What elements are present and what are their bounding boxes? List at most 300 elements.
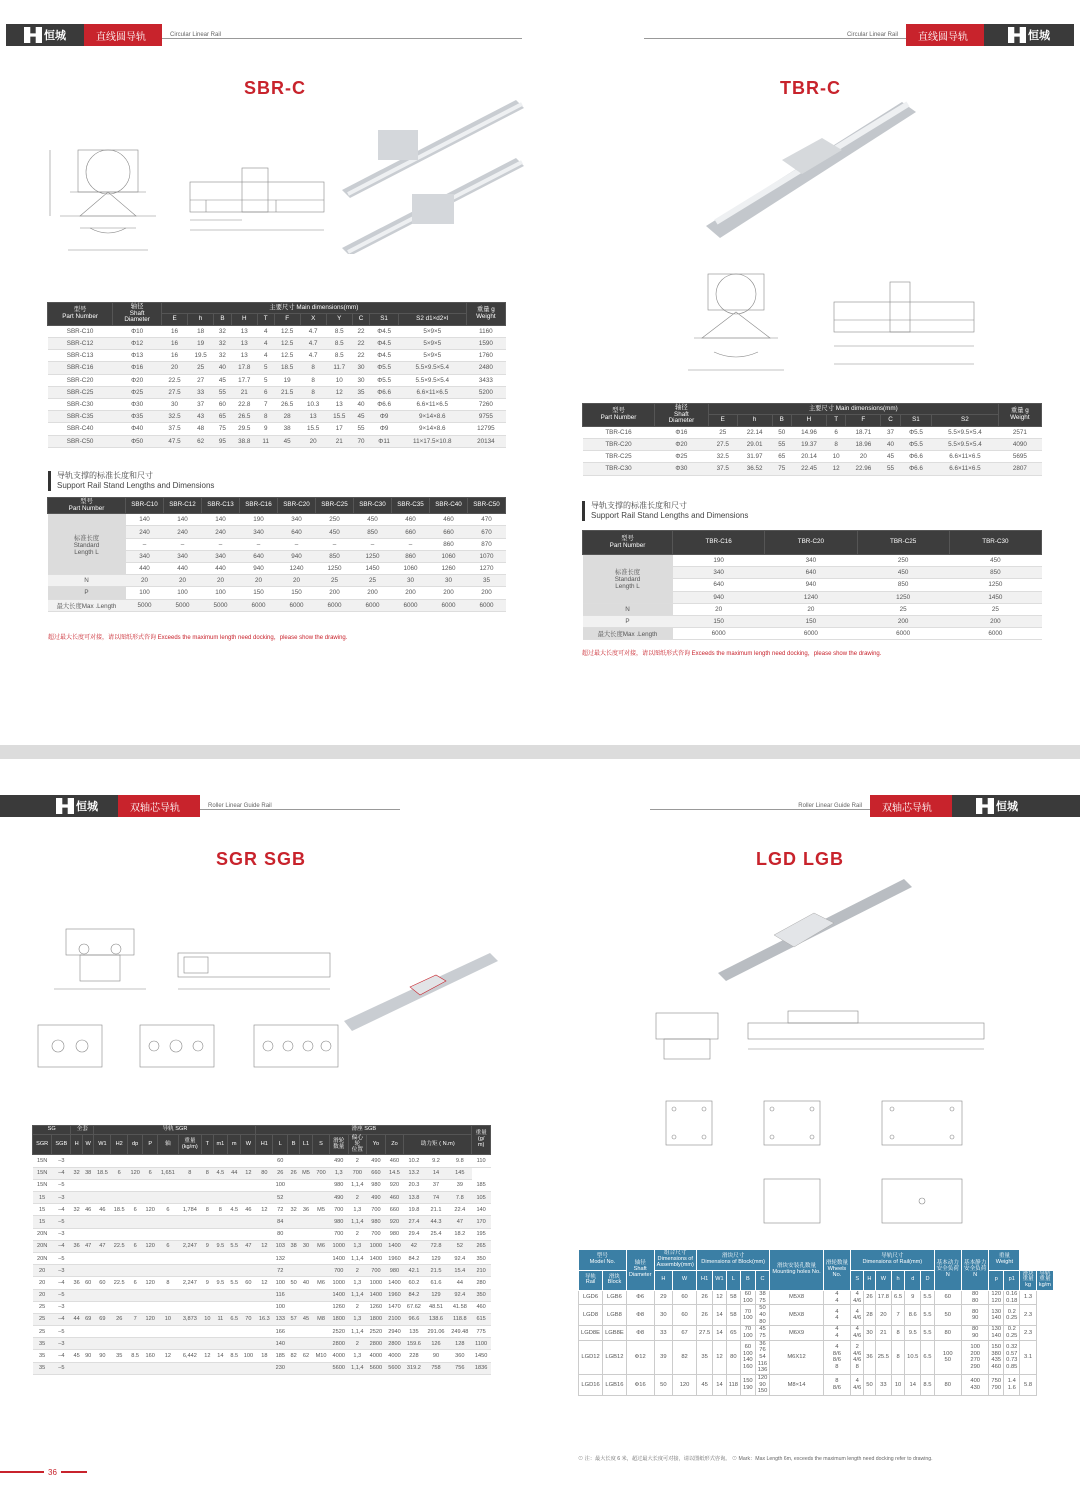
table-cell	[213, 1252, 227, 1264]
table-cell: 80 80	[961, 1291, 988, 1305]
table-cell: 14	[213, 1350, 227, 1362]
table-cell	[71, 1326, 83, 1338]
table-cell	[288, 1192, 300, 1204]
table-cell	[158, 1265, 178, 1277]
table-cell: 35	[33, 1350, 52, 1362]
table-cell: 36	[864, 1340, 875, 1374]
table-cell	[256, 1289, 273, 1301]
table-cell: 36	[71, 1277, 83, 1289]
table-cell: 0.2 0.25	[1004, 1326, 1020, 1340]
table-cell: Φ8	[626, 1305, 654, 1326]
table-cell: 4 4	[823, 1291, 850, 1305]
col-header: H2	[111, 1134, 128, 1155]
table-cell: 5000	[126, 599, 164, 611]
table-cell: 20	[33, 1277, 52, 1289]
table-cell: 850	[354, 526, 392, 538]
table-cell	[94, 1289, 111, 1301]
page-lgd	[540, 759, 1080, 1504]
table-cell: 8	[892, 1326, 905, 1340]
grp-full: 全套	[71, 1126, 94, 1135]
table-cell	[82, 1265, 94, 1277]
table-row	[583, 439, 1042, 451]
table-cell: 70	[352, 435, 370, 447]
table-row	[583, 615, 1042, 627]
table-cell	[143, 1228, 158, 1240]
table-cell: 22.96	[846, 463, 881, 475]
table-cell: 82	[288, 1350, 300, 1362]
table-cell: 6	[158, 1240, 178, 1252]
table-cell: 4 4/6	[851, 1375, 864, 1396]
table-cell: 6000	[673, 628, 765, 640]
table-cell: 240	[202, 526, 240, 538]
table-cell	[143, 1338, 158, 1350]
table-cell: 150	[673, 615, 765, 627]
table-cell: 36	[299, 1204, 312, 1216]
col-header: SBR-C16	[240, 498, 278, 514]
table-cell: 74	[424, 1192, 448, 1204]
col-header: h	[892, 1270, 905, 1291]
table-cell: 37	[881, 426, 900, 438]
table-cell: 22.45	[792, 463, 827, 475]
col-header: H	[864, 1270, 875, 1291]
table-cell	[299, 1338, 312, 1350]
table-cell: 700	[329, 1265, 348, 1277]
photo-tbr-rail	[702, 98, 922, 248]
col-header: S2	[932, 415, 998, 426]
table-cell: 42.1	[404, 1265, 424, 1277]
table-cell	[241, 1216, 256, 1228]
table-cell	[313, 1265, 330, 1277]
table-cell: 138.6	[424, 1313, 448, 1325]
table-cell: 84.2	[404, 1289, 424, 1301]
table-cell	[202, 1192, 214, 1204]
table-row	[48, 325, 506, 337]
col-header: B	[772, 415, 791, 426]
table-cell: 14	[713, 1326, 726, 1340]
table-cell	[111, 1228, 128, 1240]
table-cell: 14	[713, 1305, 726, 1326]
table-cell: 460	[472, 1301, 491, 1313]
table-cell: LGB6	[603, 1291, 627, 1305]
table-cell: 39	[448, 1179, 472, 1191]
table-cell: LGD16	[579, 1375, 603, 1396]
table-cell	[158, 1338, 178, 1350]
table-cell: 700	[329, 1204, 348, 1216]
table-cell: Φ6.6	[370, 398, 398, 410]
table-cell	[82, 1252, 94, 1264]
table-cell: 118	[726, 1375, 740, 1396]
table-cell: 350	[472, 1252, 491, 1264]
table-cell: Φ4.5	[370, 350, 398, 362]
table-cell: 26.5	[274, 398, 300, 410]
table-cell: 150	[278, 587, 316, 599]
table-cell: 6000	[430, 599, 468, 611]
table-row	[33, 1289, 491, 1301]
table-cell: 21.1	[424, 1204, 448, 1216]
table-cell: 19	[274, 374, 300, 386]
table-cell: 120	[143, 1204, 158, 1216]
table-cell: Φ5.5	[900, 439, 931, 451]
table-cell: 50	[772, 426, 791, 438]
table-cell	[228, 1192, 241, 1204]
table-cell: Φ16	[626, 1375, 654, 1396]
table-cell: 36 76 54 116 136	[755, 1340, 770, 1374]
table-cell: 940	[278, 550, 316, 562]
col-header: h	[188, 314, 214, 325]
table-cell: 2800	[385, 1338, 404, 1350]
table-row	[48, 350, 506, 362]
table-cell: 80	[256, 1167, 273, 1179]
table-cell	[213, 1192, 227, 1204]
table-cell: 60	[673, 1291, 697, 1305]
table-cell	[256, 1228, 273, 1240]
col-header: B	[740, 1270, 755, 1291]
table-cell: 44.3	[424, 1216, 448, 1228]
table-cell: 6000	[949, 628, 1041, 640]
table-cell	[82, 1362, 94, 1374]
table-cell: 1,651	[158, 1167, 178, 1179]
table-cell: –3	[52, 1228, 71, 1240]
table-cell	[143, 1216, 158, 1228]
col-header: D	[921, 1270, 934, 1291]
tbr-note: 超过最大长度可对接，请以图纸形式咨询 Exceeds the maximum length need docking，please show the drawing.	[582, 651, 882, 657]
table-cell	[228, 1265, 241, 1277]
table-cell: 190	[673, 555, 765, 567]
table-cell: 490	[367, 1155, 386, 1167]
page-title: SBR-C	[244, 78, 306, 98]
table-cell: 47	[241, 1240, 256, 1252]
table-cell	[82, 1289, 94, 1301]
table-cell: 12.5	[274, 338, 300, 350]
table-cell: 9.8	[448, 1155, 472, 1167]
table-cell: 30	[430, 575, 468, 587]
table-cell: SBR-C35	[48, 411, 113, 423]
table-row	[33, 1338, 491, 1350]
table-cell: –	[240, 538, 278, 550]
table-cell	[288, 1252, 300, 1264]
table-cell: 14	[713, 1375, 726, 1396]
table-cell: 980	[367, 1179, 386, 1191]
table-cell: 72	[273, 1204, 288, 1216]
table-cell: 30	[392, 575, 430, 587]
table-cell: 82	[673, 1340, 697, 1374]
table-cell: 41.58	[448, 1301, 472, 1313]
drawing-sbr-side	[186, 160, 328, 244]
table-cell: 2	[348, 1301, 367, 1313]
table-cell: 60	[673, 1305, 697, 1326]
table-cell: 1,1,4	[348, 1326, 367, 1338]
table-cell	[111, 1265, 128, 1277]
table-cell	[128, 1301, 143, 1313]
table-cell: 38 75	[755, 1291, 770, 1305]
table-cell	[213, 1155, 227, 1167]
table-cell	[202, 1155, 214, 1167]
table-cell	[94, 1155, 111, 1167]
table-cell: 350	[472, 1289, 491, 1301]
table-cell: 20	[33, 1265, 52, 1277]
table-cell: 185	[472, 1179, 491, 1191]
table-cell: 1270	[468, 562, 506, 574]
table-cell: 6.6×11×6.5	[398, 386, 466, 398]
col-header: TBR-C25	[857, 531, 949, 555]
table-cell: 12	[826, 463, 845, 475]
table-cell: 20	[673, 603, 765, 615]
table-cell	[202, 1326, 214, 1338]
table-cell	[143, 1155, 158, 1167]
table-cell: –4	[52, 1167, 71, 1179]
section-heading	[48, 471, 214, 491]
table-cell: 15	[33, 1216, 52, 1228]
tbr-length-table	[582, 530, 1042, 640]
table-cell: Φ20	[113, 374, 162, 386]
table-cell: 200	[430, 587, 468, 599]
table-cell	[178, 1338, 202, 1350]
table-cell	[128, 1252, 143, 1264]
table-cell: 1800	[367, 1313, 386, 1325]
table-cell: 12	[256, 1240, 273, 1252]
table-cell: 38	[82, 1167, 94, 1179]
table-cell	[94, 1338, 111, 1350]
table-cell: 2800	[367, 1338, 386, 1350]
table-cell: 228	[404, 1350, 424, 1362]
table-cell: 750 790	[989, 1375, 1004, 1396]
table-row	[48, 575, 506, 587]
table-cell	[178, 1326, 202, 1338]
table-cell: 36.52	[737, 463, 772, 475]
col-part: 型号 Part Number	[583, 531, 673, 555]
table-cell	[213, 1228, 227, 1240]
table-cell: 20N	[33, 1228, 52, 1240]
table-cell: 8 8/6	[823, 1375, 850, 1396]
col-header: SBR-C30	[354, 498, 392, 514]
table-cell: 44	[448, 1277, 472, 1289]
table-cell: 92.4	[448, 1289, 472, 1301]
table-cell: 46	[241, 1204, 256, 1216]
table-cell	[143, 1265, 158, 1277]
table-cell: 37.5	[162, 423, 188, 435]
table-cell: 61.6	[424, 1277, 448, 1289]
table-cell: 22.5	[111, 1240, 128, 1252]
table-cell: 8	[202, 1167, 214, 1179]
table-cell: 2480	[466, 362, 505, 374]
table-cell: 11.7	[326, 362, 352, 374]
table-cell: 200	[857, 615, 949, 627]
table-cell	[288, 1179, 300, 1191]
table-cell: 14.5	[385, 1167, 404, 1179]
table-cell	[228, 1289, 241, 1301]
col-header: W	[241, 1134, 256, 1155]
table-cell: 470	[468, 514, 506, 526]
table-cell: 6.5	[228, 1313, 241, 1325]
table-cell: 95	[214, 435, 232, 447]
table-cell: 5×9×5	[398, 350, 466, 362]
table-cell: 21.5	[424, 1265, 448, 1277]
table-cell: 440	[164, 562, 202, 574]
table-cell: 12	[256, 1204, 273, 1216]
category-en: Circular Linear Rail	[162, 32, 522, 39]
table-cell: 60	[214, 398, 232, 410]
table-cell: 26.5	[231, 411, 257, 423]
table-cell	[288, 1216, 300, 1228]
table-cell	[178, 1228, 202, 1240]
table-cell: 5000	[202, 599, 240, 611]
table-cell: 4 4	[823, 1326, 850, 1340]
table-cell: 10.5	[905, 1340, 921, 1374]
table-cell: 2	[348, 1265, 367, 1277]
table-cell: 47	[94, 1240, 111, 1252]
table-cell: 15	[33, 1192, 52, 1204]
table-cell: 129	[424, 1289, 448, 1301]
table-cell: 980	[329, 1216, 348, 1228]
table-cell	[128, 1362, 143, 1374]
table-cell: 1470	[385, 1301, 404, 1313]
brand-logo	[952, 795, 1080, 817]
table-cell: 67.62	[404, 1301, 424, 1313]
table-cell: 50	[288, 1277, 300, 1289]
table-cell	[213, 1301, 227, 1313]
table-cell: 37.5	[708, 463, 737, 475]
table-cell: 20N	[33, 1240, 52, 1252]
table-cell: 92.4	[448, 1252, 472, 1264]
col-header: SBR-C10	[126, 498, 164, 514]
table-cell: 980	[385, 1228, 404, 1240]
table-cell: M5	[299, 1167, 312, 1179]
table-cell: 38	[288, 1240, 300, 1252]
table-cell: 5000	[164, 599, 202, 611]
table-cell: 7	[257, 398, 274, 410]
table-cell: 1000	[367, 1240, 386, 1252]
table-cell: 103	[273, 1240, 288, 1252]
table-cell: 38.8	[231, 435, 257, 447]
col-model: 型号 Model No.	[579, 1250, 627, 1271]
table-cell: –	[392, 538, 430, 550]
table-cell: 45	[299, 1313, 312, 1325]
table-row	[583, 603, 1042, 615]
table-cell: 62	[299, 1350, 312, 1362]
table-cell: 1450	[472, 1350, 491, 1362]
table-cell: LGD8E	[579, 1326, 603, 1340]
table-cell	[299, 1289, 312, 1301]
table-cell: 1800	[329, 1313, 348, 1325]
table-cell	[111, 1192, 128, 1204]
table-cell: 615	[472, 1313, 491, 1325]
table-row	[33, 1204, 491, 1216]
table-cell: 340	[164, 550, 202, 562]
table-cell: 25	[949, 603, 1041, 615]
table-cell: Φ5.5	[370, 374, 398, 386]
table-cell: 40	[352, 398, 370, 410]
table-cell: 15	[33, 1204, 52, 1216]
table-row	[48, 411, 506, 423]
col-wheels: 滑轮数量 Wheels No.	[823, 1250, 850, 1291]
table-cell	[213, 1265, 227, 1277]
table-cell	[82, 1155, 94, 1167]
sbr-dimensions-table	[47, 302, 506, 448]
table-row	[48, 338, 506, 350]
table-cell: LGB8E	[603, 1326, 627, 1340]
table-cell: 5200	[466, 386, 505, 398]
table-row	[48, 398, 506, 410]
table-cell	[228, 1179, 241, 1191]
table-cell: 19.8	[404, 1204, 424, 1216]
table-cell	[299, 1216, 312, 1228]
page-title: TBR-C	[780, 78, 841, 98]
table-cell: 10.2	[404, 1155, 424, 1167]
table-cell: LGB12	[603, 1340, 627, 1374]
table-row	[48, 423, 506, 435]
table-cell: 10	[202, 1313, 214, 1325]
table-cell	[143, 1179, 158, 1191]
col-main: 主要尺寸 Main dimensions(mm)	[708, 404, 998, 415]
table-cell: M8	[313, 1313, 330, 1325]
table-cell: 90	[94, 1350, 111, 1362]
table-cell: 5.5	[228, 1277, 241, 1289]
col-header: 导轨 重量 kg/m	[1036, 1270, 1053, 1291]
table-cell: 5	[257, 374, 274, 386]
table-cell: 29.01	[737, 439, 772, 451]
table-cell: 45 75	[755, 1326, 770, 1340]
col-mount: 滑块安装孔数量 Mounting holes No.	[770, 1250, 823, 1291]
table-cell	[202, 1289, 214, 1301]
col-header: 轴	[158, 1134, 178, 1155]
table-row	[583, 451, 1042, 463]
table-cell: 5.5	[921, 1291, 934, 1305]
row-label: 标准长度 Standard Length L	[583, 555, 673, 604]
table-cell	[158, 1216, 178, 1228]
table-cell: 120	[128, 1167, 143, 1179]
table-cell: 450	[316, 526, 354, 538]
table-cell: 2	[348, 1155, 367, 1167]
table-cell	[111, 1216, 128, 1228]
table-cell	[71, 1362, 83, 1374]
table-cell: 4	[257, 338, 274, 350]
table-cell: 18	[188, 325, 214, 337]
col-dyn: 基本动力 安全负荷 N	[934, 1250, 961, 1291]
table-cell: 870	[468, 538, 506, 550]
table-cell: 1,1,4	[348, 1252, 367, 1264]
table-cell: 39	[654, 1340, 673, 1374]
table-cell: SBR-C25	[48, 386, 113, 398]
table-cell: –3	[52, 1301, 71, 1313]
table-cell: 26	[696, 1305, 712, 1326]
table-cell: 1240	[278, 562, 316, 574]
category-en: Roller Linear Guide Rail	[650, 803, 870, 810]
col-header: L	[726, 1270, 740, 1291]
table-cell	[313, 1289, 330, 1301]
table-cell: Φ9	[370, 411, 398, 423]
table-cell: SBR-C12	[48, 338, 113, 350]
table-cell: 30	[352, 362, 370, 374]
table-row	[583, 555, 1042, 567]
table-cell	[288, 1326, 300, 1338]
col-header: SBR-C20	[278, 498, 316, 514]
table-cell: 80 90	[961, 1326, 988, 1340]
table-cell: 25	[33, 1313, 52, 1325]
page-tbr	[540, 0, 1080, 745]
table-cell	[158, 1228, 178, 1240]
col-header: H1	[696, 1270, 712, 1291]
table-cell: 60	[241, 1277, 256, 1289]
table-cell: M10	[313, 1350, 330, 1362]
table-cell	[241, 1192, 256, 1204]
table-cell: 140	[202, 514, 240, 526]
table-cell	[241, 1301, 256, 1313]
table-cell: 8.5	[326, 350, 352, 362]
table-cell	[202, 1252, 214, 1264]
col-part: 型号 Part Number	[48, 303, 113, 326]
table-cell: –	[202, 538, 240, 550]
table-cell: 850	[949, 567, 1041, 579]
